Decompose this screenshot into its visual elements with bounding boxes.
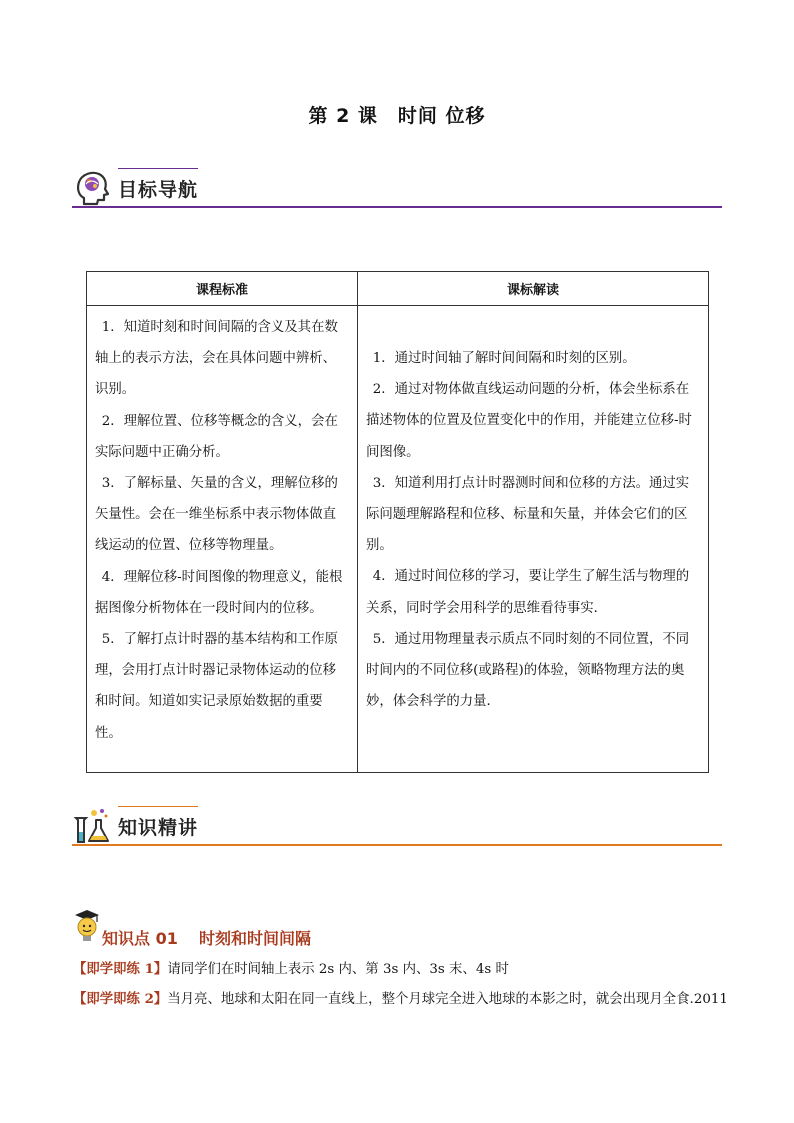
standard-item: 1．知道时刻和时间间隔的含义及其在数轴上的表示方法，会在具体问题中辨析、识别。 — [95, 320, 338, 398]
standard-item: 4．理解位移-时间图像的物理意义，能根据图像分析物体在一段时间内的位移。 — [95, 569, 343, 616]
section-header-knowledge — [72, 806, 722, 846]
standard-item: 2．理解位置、位移等概念的含义，会在实际问题中正确分析。 — [95, 413, 338, 460]
interpretation-cell — [358, 306, 709, 773]
lab-flask-icon — [72, 806, 112, 846]
table-header-interpretation: 课标解读 — [358, 272, 709, 306]
section-topline — [118, 806, 198, 807]
interpretation-item: 4．通过时间位移的学习，要让学生了解生活与物理的关系，同时学会用科学的思维看待事实． — [366, 569, 690, 616]
exercise-text: 请同学们在时间轴上表示 2s 内、第 3s 内、3s 末、4s 时 — [167, 962, 509, 977]
knowledge-point-number: 知识点 01 — [102, 929, 178, 948]
exercise-item — [73, 988, 733, 1007]
interpretation-item: 3．知道利用打点计时器测时间和位移的方法。通过实际问题理解路程和位移、标量和矢量，并体会它们的区别。 — [366, 475, 690, 554]
interpretation-item: 5．通过用物理量表示质点不同时刻的不同位置，不同时间内的不同位移(或路程)的体验，领略物理方法的奥妙，体会科学的力量． — [366, 631, 690, 710]
interpretation-item: 1．通过时间轴了解时间间隔和时刻的区别。 — [372, 351, 636, 366]
section-title: 知识精讲 — [118, 817, 199, 839]
standard-item: 5．了解打点计时器的基本结构和工作原理，会用打点计时器记录物体运动的位移和时间。知道如实记录原始数据的重要性。 — [95, 632, 338, 741]
knowledge-point-header — [72, 908, 472, 948]
table-header-standards: 课程标准 — [87, 272, 358, 306]
standards-cell — [87, 306, 358, 773]
knowledge-point-title: 时刻和时间间隔 — [199, 929, 312, 948]
curriculum-standards-table — [86, 271, 709, 773]
standard-item: 3．了解标量、矢量的含义，理解位移的矢量性。会在一维坐标系中表示物体做直线运动的位置、位移等物理量。 — [95, 476, 338, 554]
section-divider — [72, 206, 722, 208]
exercise-tag: 【即学即练 1】 — [73, 961, 168, 977]
exercise-tag: 【即学即练 2】 — [73, 991, 168, 1007]
exercise-text: 当月亮、地球和太阳在同一直线上，整个月球完全进入地球的本影之时，就会出现月全食.2011 — [167, 992, 728, 1007]
page-title: 第 2 课 时间 位移 — [308, 105, 486, 127]
section-header-goals — [72, 168, 722, 208]
lightbulb-graduate-icon — [72, 908, 102, 944]
section-title: 目标导航 — [118, 179, 199, 201]
interpretation-item: 2．通过对物体做直线运动问题的分析，体会坐标系在描述物体的位置及位置变化中的作用，并能建立位移-时间图像。 — [366, 382, 692, 460]
head-brain-icon — [72, 168, 112, 208]
section-topline — [118, 168, 198, 169]
exercise-item — [73, 958, 733, 977]
section-divider — [72, 844, 722, 846]
